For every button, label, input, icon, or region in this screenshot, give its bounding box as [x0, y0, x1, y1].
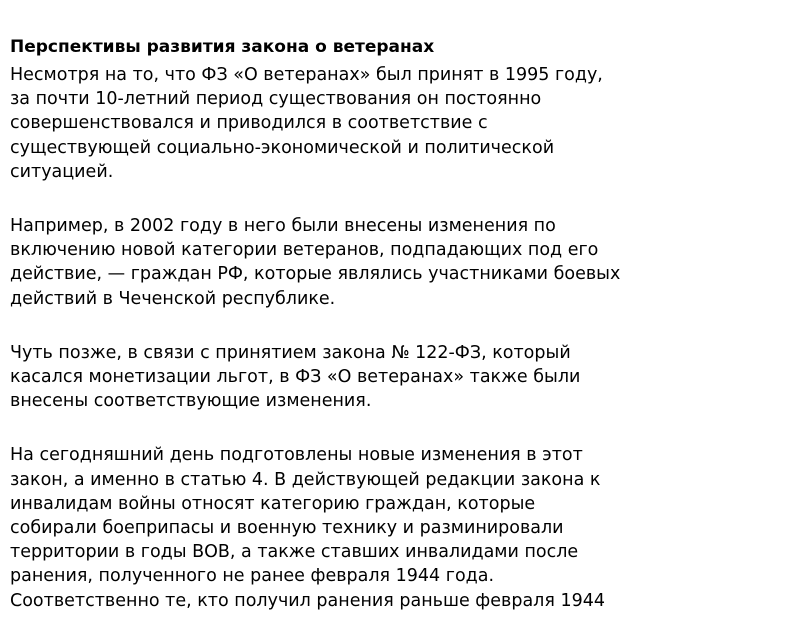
text-line: касался монетизации льгот, в ФЗ «О ветеранах» также были	[10, 367, 581, 388]
paragraph-1	[10, 63, 790, 184]
paragraph-4	[10, 443, 790, 612]
document-body	[10, 63, 790, 643]
text-line: собирали боеприпасы и военную технику и разминировали	[10, 518, 564, 539]
text-line: за почти 10-летний период существования он постоянно	[10, 89, 542, 110]
text-line: Чуть позже, в связи с принятием закона № 122-ФЗ, который	[10, 342, 571, 363]
text-line: инвалидам войны относят категорию граждан, которые	[10, 493, 536, 514]
text-line: На сегодняшний день подготовлены новые изменения в этот	[10, 445, 583, 466]
text-line: существующей социально-экономической и политической	[10, 137, 555, 158]
text-line: ранения, полученного не ранее февраля 1944 года.	[10, 566, 495, 587]
paragraph-3	[10, 341, 790, 414]
text-line: включению новой категории ветеранов, подпадающих под его	[10, 240, 599, 261]
text-line: внесены соответствующие изменения.	[10, 391, 372, 412]
text-line: закон, а именно в статью 4. В действующей редакции закона к	[10, 469, 601, 490]
text-line: действие, — граждан РФ, которые являлись участниками боевых	[10, 264, 621, 285]
paragraph-2	[10, 214, 790, 311]
text-line: совершенствовался и приводился в соответствие с	[10, 113, 488, 134]
document-heading: Перспективы развития закона о ветеранах	[10, 37, 435, 57]
text-line: Несмотря на то, что ФЗ «О ветеранах» был принят в 1995 году,	[10, 65, 603, 85]
text-line: Соответственно те, кто получил ранения раньше февраля 1944	[10, 590, 605, 611]
text-line: действий в Чеченской республике.	[10, 288, 336, 309]
text-line: ситуацией.	[10, 161, 114, 182]
text-line: территории в годы ВОВ, а также ставших инвалидами после	[10, 542, 579, 563]
text-line: Например, в 2002 году в него были внесены изменения по	[10, 216, 556, 237]
